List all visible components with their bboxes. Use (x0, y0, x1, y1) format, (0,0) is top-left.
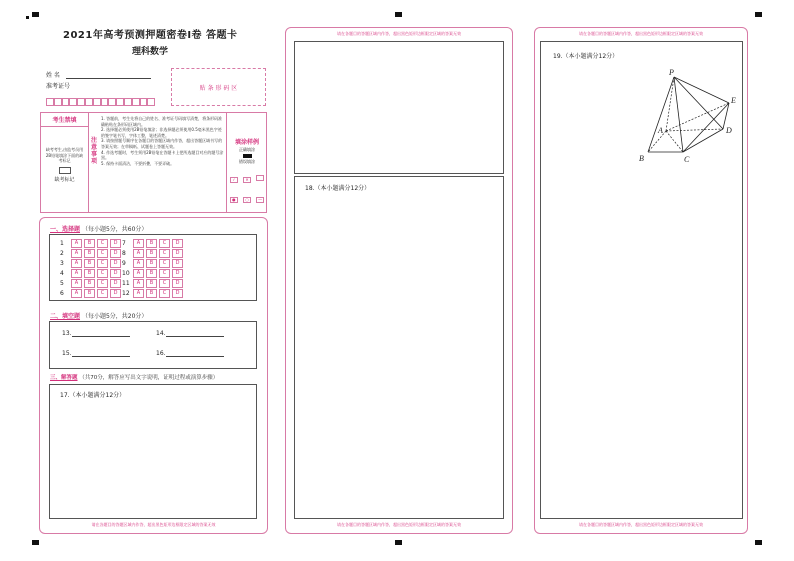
edge-pe (674, 77, 729, 103)
choice-left (60, 238, 123, 298)
correct-sample (243, 154, 252, 158)
fill-item-13: 13. (62, 330, 130, 337)
registration-mark (395, 540, 402, 545)
notice-item: 5. 保持卡面清洁，不要折叠，不要弄破。 (101, 160, 175, 166)
registration-mark (395, 12, 402, 17)
choice-row: 5 A B C D (60, 278, 123, 288)
registration-mark (32, 12, 39, 17)
notice-item: 4. 作选考题时，考生须用2B铅笔在答题卡上把所选题目对应的题号涂黑。 (101, 149, 224, 161)
choice-row: 12 A B C D (122, 288, 185, 298)
name-row (46, 70, 151, 79)
choice-row: 2 A B C D (60, 248, 123, 258)
exam-no-label: 准考证号 (46, 83, 71, 90)
choice-row: 1 A B C D (60, 238, 123, 248)
notice-heading: 注意事项 (91, 137, 98, 165)
edge-ac (666, 131, 683, 152)
fill-item-14: 14. (156, 330, 224, 337)
footer-warning: 请在各题目的答题区域内作答，超出黑色矩形边框限定区域的答案无效 (579, 522, 703, 527)
answer-box-19[interactable] (540, 41, 743, 519)
edge-pc (674, 77, 683, 152)
candidate-col (41, 113, 89, 212)
edge-ab (648, 131, 666, 152)
section1-note: （每小题5分，共60分） (81, 226, 148, 233)
answer-box-17[interactable] (49, 384, 257, 519)
choice-row: 7 A B C D (122, 238, 185, 248)
absent-note: 缺考考生,由监考员用2B铅笔填涂下面的缺考标记 (45, 147, 84, 164)
edge-cd (683, 129, 723, 152)
edge-pd (674, 77, 723, 129)
registration-mark (755, 540, 762, 545)
choice-row: 11 A B C D (122, 278, 185, 288)
candidate-label: 考生禁填 (41, 113, 88, 127)
edge-ae (666, 103, 729, 131)
answer-box-18[interactable] (294, 176, 504, 519)
choice-row: 8 A B C D (122, 248, 185, 258)
vertex-e: E (731, 96, 736, 105)
choice-row: 3 A B C D (60, 258, 123, 268)
header-warning: 请在各题目的答题区域内作答，超出黑色矩形边框限定区域的答案无效 (337, 31, 461, 36)
choice-box (49, 234, 257, 301)
question-19-label: 19.（本小题满分12分） (553, 53, 619, 60)
notice-block (40, 112, 267, 213)
absent-label: 缺考标记 (54, 176, 75, 183)
choice-row: 10 A B C D (122, 268, 185, 278)
answer-line[interactable] (72, 350, 130, 357)
name-field[interactable] (66, 72, 151, 79)
answer-line[interactable] (72, 330, 130, 337)
choice-right (122, 238, 185, 298)
exam-no-field[interactable] (46, 91, 156, 110)
header-warning: 请在各题目的答题区域内作答，超出黑色矩形边框限定区域的答案无效 (579, 31, 703, 36)
choice-row: 4 A B C D (60, 268, 123, 278)
choice-row: 9 A B C D (122, 258, 185, 268)
page-title: 2021年高考预测押题密卷Ⅰ卷 答题卡 (63, 30, 238, 41)
vertex-c: C (684, 155, 690, 164)
wrong-samples: ● ○ — (227, 186, 267, 205)
fill-item-15: 15. (62, 350, 130, 357)
fill-example (226, 113, 267, 212)
notice-item: 2. 选择题必须使用2B铅笔填涂；非选择题必须使用0.5毫米黑色字迹的签字笔书写，字体工整，笔迹清楚。 (101, 127, 222, 138)
answer-panel-3 (534, 27, 748, 534)
edge-ad (666, 129, 723, 131)
vertex-a: A (658, 126, 663, 135)
name-label: 姓 名 (46, 72, 60, 79)
notice-items (101, 116, 225, 166)
section2-title: 二、填空题 (50, 313, 81, 320)
answer-panel-2 (285, 27, 513, 534)
wrong-label: 错误填涂 (239, 159, 255, 164)
vertex-b: B (639, 154, 644, 163)
edge-pa (666, 77, 674, 131)
choice-row: 6 A B C D (60, 288, 123, 298)
answer-line[interactable] (166, 330, 224, 337)
wrong-samples: ✓ ✕ (227, 166, 267, 185)
section1-heading (50, 224, 147, 233)
section1-title: 一、选择题 (50, 226, 81, 233)
absent-box[interactable] (59, 167, 71, 174)
notice-item: 3. 请按照题号顺序在各题目的答题区域内作答，超出答题区域书写的答案无效；在草稿纸、试题卷上答题无效。 (101, 138, 223, 149)
section2-note: （每小题5分，共20分） (81, 313, 148, 320)
vertex-d: D (726, 126, 732, 135)
correct-label: 正确填涂 (239, 147, 255, 152)
question-18-label: 18.（本小题满分12分） (305, 185, 371, 192)
footer-warning: 请在各题目的答题区域内作答，超出黑色矩形边框限定区域的答案无效 (337, 522, 461, 527)
exam-no-row (46, 81, 70, 90)
answer-panel-1 (39, 217, 268, 534)
barcode-area (171, 68, 266, 106)
barcode-label: 贴 条 形 码 区 (199, 84, 238, 92)
registration-mark (32, 540, 39, 545)
notice-item: 1. 答题前，考生先将自己的姓名、准考证号码填写清楚，将条形码准确粘贴在条形码区域内。 (101, 116, 223, 127)
answer-box-16-cont[interactable] (294, 41, 504, 174)
fill-item-16: 16. (156, 350, 224, 357)
edge-pb (648, 77, 674, 152)
section3-title: 三、解答题 (50, 375, 78, 381)
registration-mark (26, 16, 29, 19)
subject-title: 理科数学 (132, 47, 169, 57)
section2-heading (50, 311, 147, 320)
vertex-p: P (669, 68, 674, 77)
registration-mark (755, 12, 762, 17)
question-17-label: 17.（本小题满分12分） (60, 392, 126, 399)
section3-note: （共70分，解答应写出文字说明，证明过程或演算步骤） (79, 375, 219, 381)
pyramid-figure (636, 67, 746, 167)
answer-line[interactable] (166, 350, 224, 357)
fill-example-label: 填涂样例 (234, 139, 259, 146)
section3-heading (50, 373, 218, 381)
footer-warning: 请在各题目的答题区域内作答，超出黑色矩形边框限定区域的答案无效 (91, 522, 216, 527)
fill-box (49, 321, 257, 369)
